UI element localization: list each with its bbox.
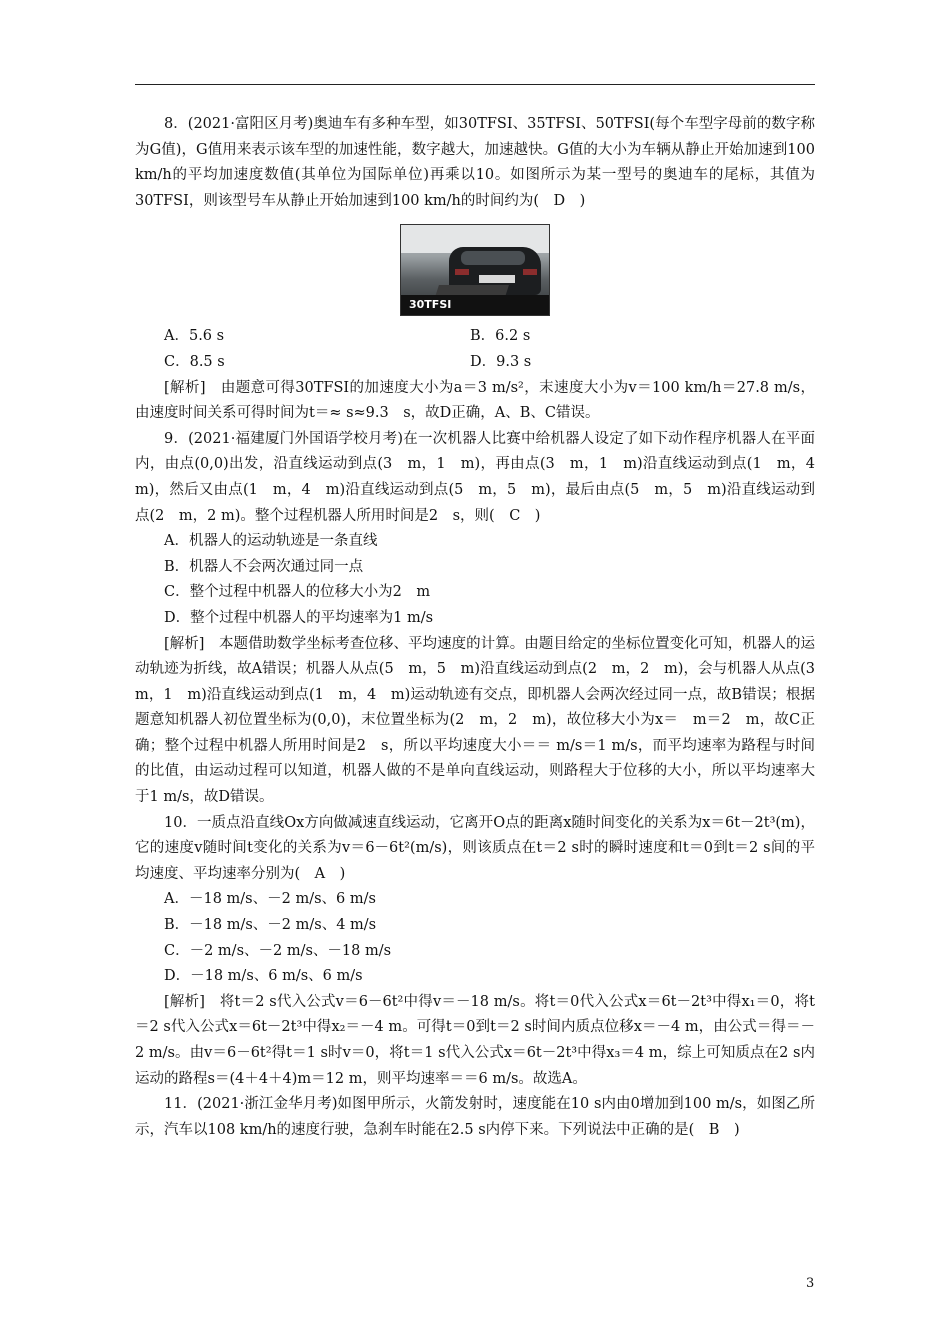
q10-option-c: C．－2 m/s、－2 m/s、－18 m/s	[164, 942, 392, 959]
q8-analysis-text: 由题意可得30TFSI的加速度大小为a＝3 m/s²，末速度大小为v＝100 km/h＝27.8 m/s，由速度时间关系可得时间为t＝≈ s≈9.3 s，故D正确，A、B、C错误。	[135, 379, 815, 422]
q9-option-a: A．机器人的运动轨迹是一条直线	[164, 533, 378, 550]
q8-option-b: B．6.2 s	[470, 328, 531, 345]
q9-analysis-text: 本题借助数学坐标考查位移、平均速度的计算。由题目给定的坐标位置变化可知，机器人的运动轨迹为折线，故A错误；机器人从点(5 m，5 m)沿直线运动到点(2 m，2 m)，会与机器人从点(3 m，1 m)沿直线运动到点(1 m，4 m)运动轨迹有交点，即机器人会两次经过同一点，故B错误；根据题意知机器人初位置坐标为(0,0)，末位置坐标为(2 m，2 m)，故位移大小为x＝ m＝2 m，故C正确；整个过程中机器人所用时间是2 s，所以平均速度大小＝＝ m/s＝1 m/s，而平均速率为路程与时间的比值，由运动过程可以知道，机器人做的不是单向直线运动，则路程大于位移的大小，所以平均速率大于1 m/s，故D错误。	[135, 635, 830, 806]
header-rule	[135, 84, 815, 85]
q10-analysis	[135, 990, 815, 1092]
q8-option-a: A．5.6 s	[164, 328, 225, 345]
q11-stem: 11．(2021·浙江金华月考)如图甲所示，火箭发射时，速度能在10 s内由0增加到100 m/s，如图乙所示，汽车以108 km/h的速度行驶，急刹车时能在2.5 s内停下来。下列说法中正确的是( B )	[135, 1096, 815, 1138]
q8-options-row2	[135, 350, 815, 376]
q9-stem: 9．(2021·福建厦门外国语学校月考)在一次机器人比赛中给机器人设定了如下动作程序机器人在平面内，由点(0,0)出发，沿直线运动到点(3 m，1 m)，再由点(3 m，1 m)沿直线运动到点(1 m，4 m)，然后又由点(1 m，4 m)沿直线运动到点(5 m，5 m)，最后由点(5 m，5 m)沿直线运动到点(2 m，2 m)。整个过程机器人所用时间是2 s，则( C )	[135, 430, 830, 524]
q10-option-a: A．－18 m/s、－2 m/s、6 m/s	[164, 891, 376, 908]
analysis-tag: [解析]	[164, 635, 205, 652]
q10-analysis-text: 将t＝2 s代入公式v＝6－6t²中得v＝－18 m/s。将t＝0代入公式x＝6t－2t³中得x₁＝0，将t＝2 s代入公式x＝6t－2t³中得x₂＝－4 m。可得t＝0到t＝2 s时间内质点位移x＝－4 m，由公式＝得＝－2 m/s。由v＝6－6t²得t＝1 s时v＝0，将t＝1 s代入公式x＝6t－2t³中得x₃＝4 m，综上可知质点在2 s内运动的路程s＝(4＋4＋4)m＝12 m，则平均速率＝＝6 m/s。故选A。	[135, 993, 815, 1087]
analysis-tag: [解析]	[164, 993, 205, 1010]
q9-option-b: B．机器人不会两次通过同一点	[164, 558, 364, 575]
q9-option-d: D．整个过程中机器人的平均速率为1 m/s	[164, 609, 434, 626]
q8-figure	[135, 224, 815, 316]
analysis-tag: [解析]	[164, 379, 206, 396]
page-number: 3	[806, 1276, 815, 1291]
q10-option-b: B．－18 m/s、－2 m/s、4 m/s	[164, 917, 377, 934]
q8-option-c: C．8.5 s	[164, 353, 225, 370]
q8-options-row1	[135, 324, 815, 350]
q10-stem: 10．一质点沿直线Ox方向做减速直线运动，它离开O点的距离x随时间变化的关系为x＝6t－2t³(m)，它的速度v随时间t变化的关系为v＝6－6t²(m/s)，则该质点在t＝2 s时的瞬时速度和t＝0到t＝2 s间的平均速度、平均速率分别为( A )	[135, 814, 815, 882]
q8-stem: 8．(2021·富阳区月考)奥迪车有多种车型，如30TFSI、35TFSI、50TFSI(每个车型字母前的数字称为G值)，G值用来表示该车型的加速性能，数字越大，加速越快。G值的大小为车辆从静止开始加速到100 km/h的平均加速度数值(其单位为国际单位)再乘以10。如图所示为某一型号的奥迪车的尾标，其值为30TFSI，则该型号车从静止开始加速到100 km/h的时间约为( D )	[135, 116, 815, 209]
photo-caption: 30TFSI	[401, 295, 549, 315]
page-content	[135, 112, 830, 1143]
audi-rear-photo	[400, 224, 550, 316]
q8-analysis	[135, 376, 815, 427]
q9-option-c: C．整个过程中机器人的位移大小为2 m	[164, 584, 431, 601]
q9-analysis	[135, 632, 830, 811]
q8-option-d: D．9.3 s	[470, 353, 532, 370]
q10-option-d: D．－18 m/s、6 m/s、6 m/s	[164, 968, 363, 985]
